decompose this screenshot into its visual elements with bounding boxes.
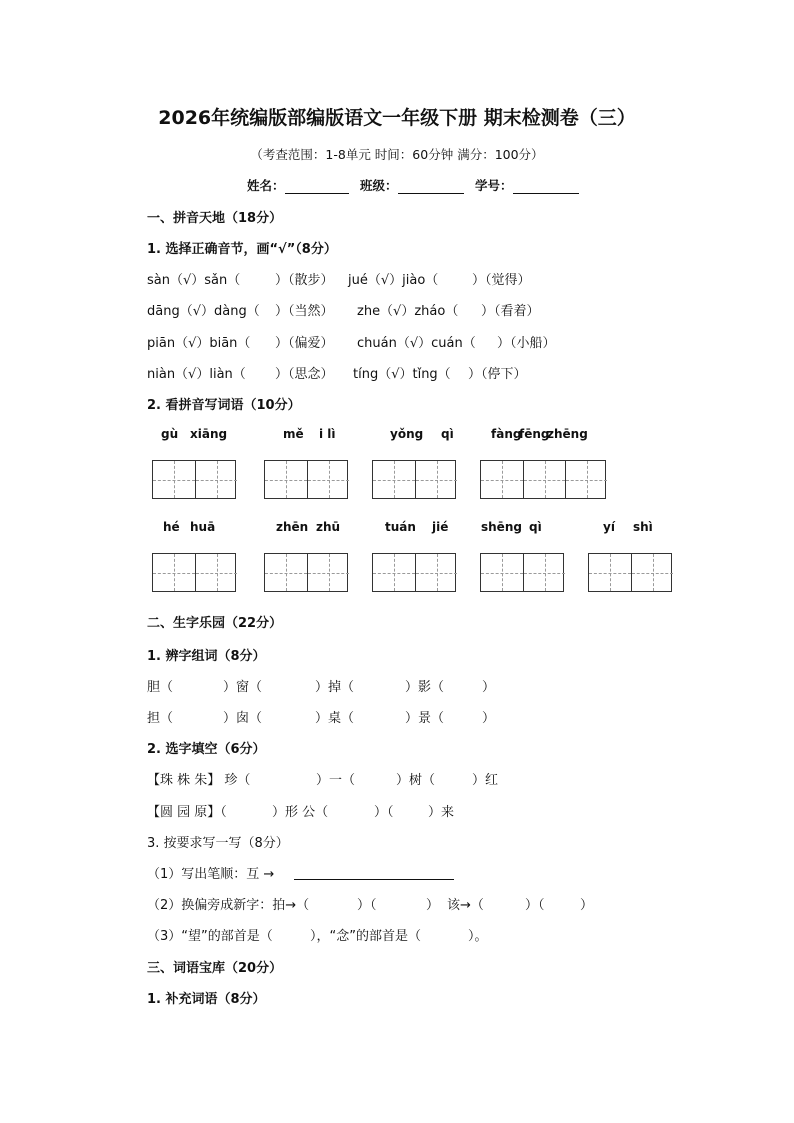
question-line: （3）“望”的部首是（ [147, 929, 273, 944]
question-line: ）一（ [316, 773, 356, 788]
question-heading: 1. 补充词语（8分） [147, 992, 266, 1007]
question-line: ）（觉得） [472, 273, 531, 288]
exam-info: （考查范围：1-8单元 时间：60分钟 满分：100分） [250, 147, 544, 162]
name-label: 姓名： [247, 178, 285, 193]
number-blank[interactable] [513, 179, 579, 194]
question-heading: 3. 按要求写一写（8分） [147, 836, 289, 851]
question-line: ）窗（ [223, 680, 263, 695]
pinyin-label: yǒng [390, 427, 424, 441]
question-line: ）（思念） [275, 367, 334, 382]
section-heading: 二、生字乐园（22分） [147, 616, 283, 631]
pinyin-label: fàng [491, 427, 522, 441]
question-line: ）（看着） [481, 304, 540, 319]
question-line: ）囱（ [223, 711, 263, 726]
pinyin-label: gù [161, 427, 179, 441]
section-heading: 一、拼音天地（18分） [147, 211, 283, 226]
pinyin-label: zhēn [276, 520, 309, 534]
writing-grid[interactable] [372, 553, 456, 592]
question-line: ）桌（ [315, 711, 355, 726]
question-line: jué（√）jiào（ [348, 273, 439, 288]
question-line: ） [482, 711, 496, 726]
number-field[interactable] [475, 176, 579, 194]
writing-grid[interactable] [152, 460, 236, 499]
writing-grid[interactable] [372, 460, 456, 499]
class-field[interactable] [360, 176, 464, 194]
question-line: dāng（√）dàng（ [147, 304, 260, 319]
question-line: ）影（ [405, 680, 445, 695]
writing-grid[interactable] [480, 460, 606, 499]
question-line: ）（ [525, 898, 545, 913]
pinyin-label: shēng [481, 520, 522, 534]
question-heading: 2. 看拼音写词语（10分） [147, 398, 301, 413]
question-line: piān（√）biān（ [147, 336, 251, 351]
name-blank[interactable] [285, 179, 349, 194]
question-line: ）景（ [405, 711, 445, 726]
question-line: ）（当然） [275, 304, 334, 319]
question-line: ）（散步） [275, 273, 334, 288]
question-line: 胆（ [147, 680, 174, 695]
question-heading: 2. 选字填空（6分） [147, 742, 266, 757]
question-line: ）（小船） [497, 336, 556, 351]
question-line: ）红 [472, 773, 499, 788]
pinyin-label: yí [603, 520, 615, 534]
pinyin-label: i lì [319, 427, 336, 441]
question-line: 担（ [147, 711, 174, 726]
question-line: ），“念”的部首是（ [310, 929, 421, 944]
question-line: sàn（√）sǎn（ [147, 273, 241, 288]
question-line: ） [482, 680, 496, 695]
pinyin-label: huā [190, 520, 216, 534]
question-line: ） [426, 898, 440, 913]
question-line: niàn（√）liàn（ [147, 367, 246, 382]
pinyin-label: xiāng [190, 427, 228, 441]
pinyin-label: qì [529, 520, 542, 534]
section-heading: 三、词语宝库（20分） [147, 961, 283, 976]
pinyin-label: shì [633, 520, 653, 534]
question-line: chuán（√）cuán（ [357, 336, 476, 351]
question-line: ）（ [357, 898, 377, 913]
number-label: 学号： [475, 178, 513, 193]
question-line: ）（停下） [468, 367, 527, 382]
question-line: ）形 公（ [272, 805, 329, 820]
page-title: 2026年统编版部编版语文一年级下册 期末检测卷（三） [158, 107, 636, 129]
question-line: 【圆 园 原】（ [147, 805, 227, 820]
class-label: 班级： [360, 178, 398, 193]
answer-blank[interactable] [294, 878, 454, 880]
pinyin-label: zhēng [547, 427, 588, 441]
pinyin-label: hé [163, 520, 180, 534]
question-line: （2）换偏旁成新字：拍→（ [147, 898, 310, 913]
question-line: ）。 [468, 929, 488, 944]
class-blank[interactable] [398, 179, 464, 194]
pinyin-label: fēng [519, 427, 550, 441]
pinyin-label: tuán [385, 520, 416, 534]
question-line: ） [580, 898, 594, 913]
pinyin-label: jié [432, 520, 449, 534]
question-line: ）来 [428, 805, 455, 820]
question-line: （1）写出笔顺：互 → [147, 867, 275, 882]
question-line: 该→（ [447, 898, 484, 913]
writing-grid[interactable] [480, 553, 564, 592]
question-heading: 1. 辨字组词（8分） [147, 649, 266, 664]
question-line: zhe（√）zháo（ [357, 304, 459, 319]
pinyin-label: zhū [316, 520, 341, 534]
question-line: 【珠 株 朱】 珍（ [147, 773, 251, 788]
question-line: ）（ [374, 805, 394, 820]
question-line: ）（偏爱） [275, 336, 334, 351]
writing-grid[interactable] [264, 460, 348, 499]
pinyin-label: mě [283, 427, 304, 441]
question-heading: 1. 选择正确音节，画“√”（8分） [147, 242, 337, 257]
pinyin-label: qì [441, 427, 454, 441]
writing-grid[interactable] [588, 553, 672, 592]
name-field[interactable] [247, 176, 349, 194]
writing-grid[interactable] [264, 553, 348, 592]
question-line: ）树（ [396, 773, 436, 788]
writing-grid[interactable] [152, 553, 236, 592]
question-line: tíng（√）tǐng（ [353, 367, 451, 382]
question-line: ）掉（ [315, 680, 355, 695]
